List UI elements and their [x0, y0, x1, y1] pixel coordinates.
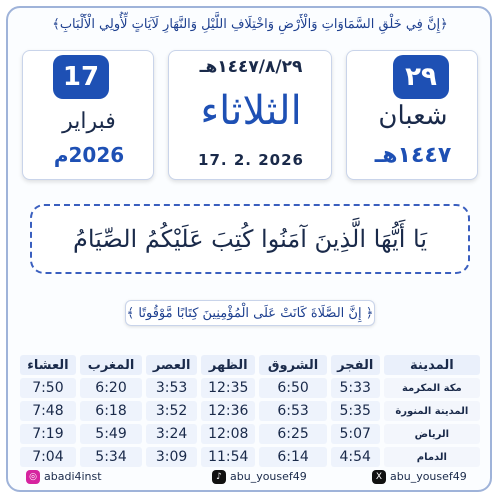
- time-cell: 4:54: [331, 447, 380, 467]
- time-cell: 5:35: [331, 401, 380, 421]
- city-cell: الدمام: [384, 447, 480, 467]
- time-cell: 3:53: [146, 378, 197, 398]
- city-cell: مكة المكرمة: [384, 378, 480, 398]
- table-row: [20, 401, 480, 421]
- time-cell: 7:19: [20, 424, 76, 444]
- time-cell: 12:36: [201, 401, 255, 421]
- gregorian-date: 17. 2. 2026: [198, 151, 304, 169]
- header-isha: العشاء: [20, 355, 76, 375]
- hijri-date: ١٤٤٧/٨/٢٩هـ: [199, 57, 303, 77]
- header-fajr: الفجر: [331, 355, 380, 375]
- x-handle[interactable]: [372, 470, 467, 484]
- city-cell: الرياض: [384, 424, 480, 444]
- time-cell: 6:25: [259, 424, 326, 444]
- header-maghrib: المغرب: [80, 355, 142, 375]
- gregorian-month: فبراير: [62, 109, 116, 134]
- table-row: [20, 378, 480, 398]
- table-row: [20, 424, 480, 444]
- tiktok-label: abu_yousef49: [230, 470, 307, 483]
- time-cell: 6:18: [80, 401, 142, 421]
- tiktok-icon: ♪: [212, 470, 226, 484]
- time-cell: 12:08: [201, 424, 255, 444]
- gregorian-card: [22, 50, 154, 180]
- prayer-verse-label: ﴿ إِنَّ الصَّلَاةَ كَانَتْ عَلَى الْمُؤْمِنِينَ كِتَابًا مَّوْقُوتًا ﴾: [125, 300, 375, 326]
- time-cell: 5:33: [331, 378, 380, 398]
- time-cell: 6:53: [259, 401, 326, 421]
- hijri-day-badge: ٢٩: [393, 55, 449, 99]
- time-cell: 3:09: [146, 447, 197, 467]
- instagram-icon: ◎: [26, 470, 40, 484]
- time-cell: 7:48: [20, 401, 76, 421]
- time-cell: 7:50: [20, 378, 76, 398]
- time-cell: 3:24: [146, 424, 197, 444]
- city-cell: المدينة المنورة: [384, 401, 480, 421]
- table-header-row: [20, 355, 480, 375]
- hijri-year: ١٤٤٧هـ: [374, 143, 452, 168]
- x-label: abu_yousef49: [390, 470, 467, 483]
- time-cell: 3:52: [146, 401, 197, 421]
- gregorian-year: 2026م: [53, 143, 125, 167]
- time-cell: 7:04: [20, 447, 76, 467]
- time-cell: 6:14: [259, 447, 326, 467]
- time-cell: 6:20: [80, 378, 142, 398]
- instagram-handle[interactable]: [26, 470, 102, 484]
- x-icon: X: [372, 470, 386, 484]
- prayer-times-table: [16, 352, 484, 470]
- header-sunrise: الشروق: [259, 355, 326, 375]
- table-row: [20, 447, 480, 467]
- time-cell: 5:49: [80, 424, 142, 444]
- header-dhuhr: الظهر: [201, 355, 255, 375]
- gregorian-day-badge: 17: [53, 55, 109, 99]
- time-cell: 12:35: [201, 378, 255, 398]
- header-city: المدينة: [384, 355, 480, 375]
- day-card: [168, 50, 332, 180]
- top-verse: ﴿إِنَّ فِي خَلْقِ السَّمَاوَاتِ وَالْأَرْضِ وَاخْتِلَافِ اللَّيْلِ وَالنَّهَارِ لَآيَاتٍ لِّأُولِي الْأَلْبَابِ﴾: [52, 17, 448, 32]
- day-name: الثلاثاء: [200, 88, 302, 134]
- main-verse: يَا أَيُّهَا الَّذِينَ آمَنُوا كُتِبَ عَلَيْكُمُ الصِّيَامُ: [30, 204, 470, 274]
- time-cell: 6:50: [259, 378, 326, 398]
- time-cell: 5:34: [80, 447, 142, 467]
- instagram-label: abadi4inst: [44, 470, 102, 483]
- hijri-month: شعبان: [378, 101, 448, 131]
- tiktok-handle[interactable]: [212, 470, 307, 484]
- header-asr: العصر: [146, 355, 197, 375]
- time-cell: 5:07: [331, 424, 380, 444]
- hijri-card: [346, 50, 478, 180]
- time-cell: 11:54: [201, 447, 255, 467]
